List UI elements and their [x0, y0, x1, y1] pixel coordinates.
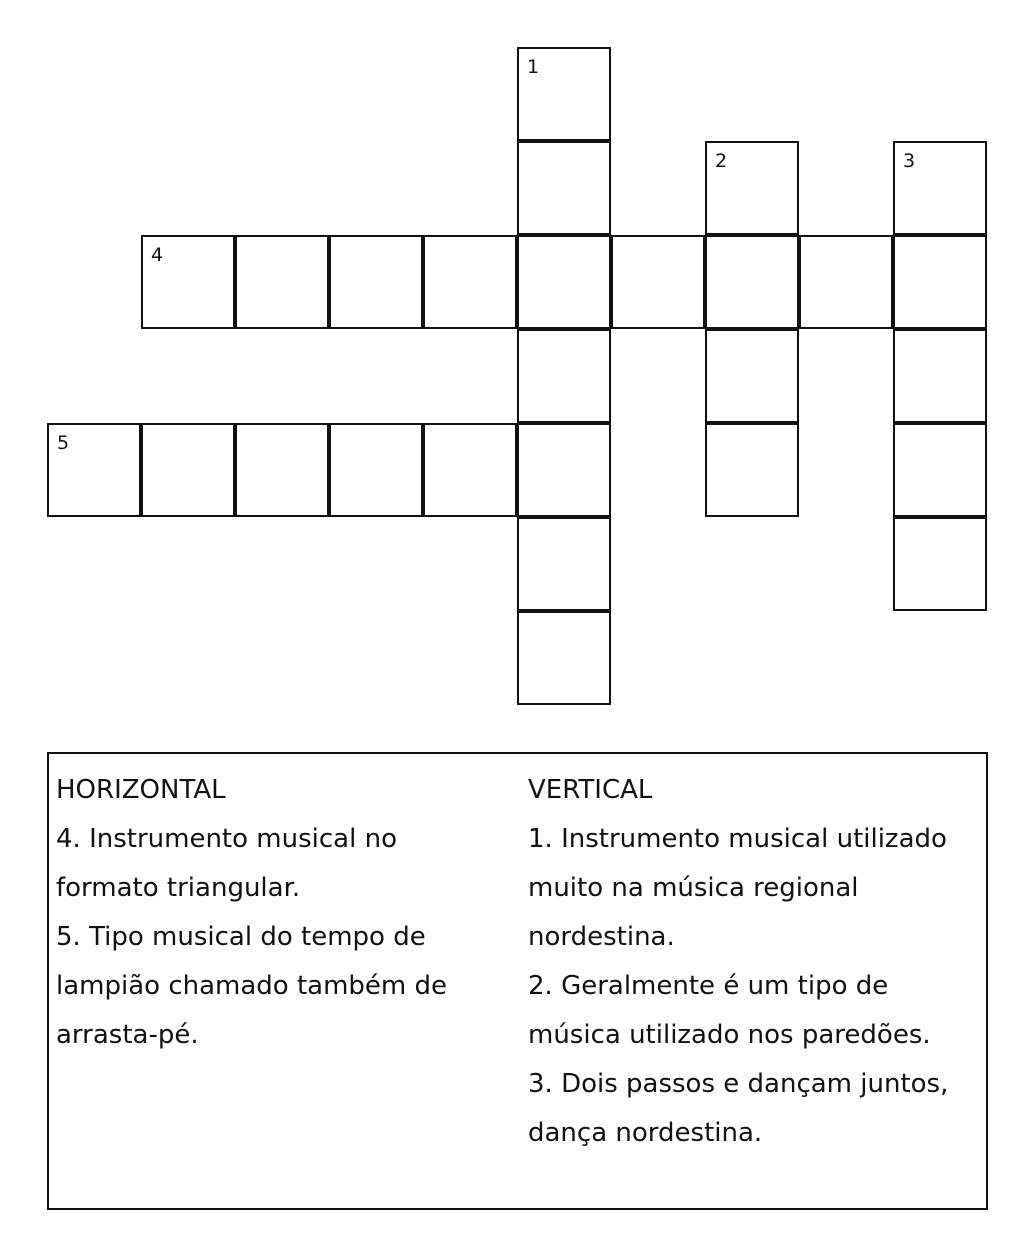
crossword-cell[interactable] — [47, 423, 141, 517]
crossword-cell[interactable] — [893, 235, 987, 329]
crossword-cell[interactable] — [705, 423, 799, 517]
crossword-cell[interactable] — [235, 235, 329, 329]
clue-line: 4. Instrumento musical no — [56, 824, 397, 854]
clues-heading-vertical: VERTICAL — [528, 775, 653, 805]
crossword-cell[interactable] — [893, 423, 987, 517]
clue-number: 1 — [527, 56, 540, 78]
clue-line: arrasta-pé. — [56, 1020, 199, 1050]
crossword-cell[interactable] — [611, 235, 705, 329]
clues-heading-horizontal: HORIZONTAL — [56, 775, 226, 805]
crossword-cell[interactable] — [235, 423, 329, 517]
crossword-cell[interactable] — [517, 235, 611, 329]
clue-line: 2. Geralmente é um tipo de — [528, 971, 889, 1001]
crossword-cell[interactable] — [705, 141, 799, 235]
clues-box — [47, 752, 988, 1210]
crossword-cell[interactable] — [423, 235, 517, 329]
clue-line: 5. Tipo musical do tempo de — [56, 922, 426, 952]
clue-number: 2 — [715, 150, 728, 172]
clue-number: 4 — [151, 244, 164, 266]
clue-line: música utilizado nos paredões. — [528, 1020, 931, 1050]
crossword-cell[interactable] — [517, 611, 611, 705]
crossword-cell[interactable] — [517, 47, 611, 141]
crossword-cell[interactable] — [141, 423, 235, 517]
crossword-cell[interactable] — [517, 423, 611, 517]
crossword-cell[interactable] — [799, 235, 893, 329]
crossword-cell[interactable] — [517, 517, 611, 611]
crossword-cell[interactable] — [517, 329, 611, 423]
crossword-cell[interactable] — [705, 329, 799, 423]
clue-line: nordestina. — [528, 922, 675, 952]
crossword-cell[interactable] — [893, 141, 987, 235]
clue-line: lampião chamado também de — [56, 971, 448, 1001]
clue-line: dança nordestina. — [528, 1118, 763, 1148]
crossword-cell[interactable] — [705, 235, 799, 329]
crossword-cell[interactable] — [141, 235, 235, 329]
crossword-cell[interactable] — [893, 329, 987, 423]
vertical-clues — [528, 766, 978, 1158]
crossword-cell[interactable] — [893, 517, 987, 611]
horizontal-clues — [56, 766, 496, 1060]
crossword-cell[interactable] — [517, 141, 611, 235]
crossword-cell[interactable] — [329, 423, 423, 517]
clue-number: 3 — [903, 150, 916, 172]
clue-number: 5 — [57, 432, 70, 454]
clue-line: 1. Instrumento musical utilizado — [528, 824, 947, 854]
clue-line: muito na música regional — [528, 873, 859, 903]
crossword-cell[interactable] — [329, 235, 423, 329]
clue-line: formato triangular. — [56, 873, 301, 903]
crossword-cell[interactable] — [423, 423, 517, 517]
clue-line: 3. Dois passos e dançam juntos, — [528, 1069, 949, 1099]
